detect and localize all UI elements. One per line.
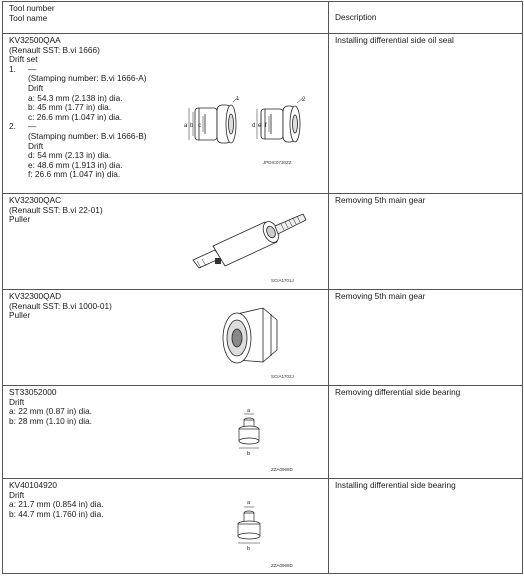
dimension-a: a: 22 mm (0.87 in) dia. (9, 406, 93, 417)
tool-number: ST33052000 (9, 387, 57, 397)
dimension-f: f: 26.6 mm (1.047 in) dia. (28, 169, 121, 180)
fig-label-e: e (258, 123, 262, 129)
fig-label-b: b (190, 123, 194, 129)
renault-sst: (Renault SST: B.vi 1000-01) (9, 300, 112, 311)
tool-number: KV32300QAC (9, 195, 62, 205)
dimension-c: c: 26.6 mm (1.047 in) dia. (28, 111, 123, 122)
sub-item-name: Drift (28, 82, 44, 93)
tool-number-header: Tool number (9, 3, 55, 13)
dimension-d: d: 54 mm (2.13 in) dia. (28, 150, 112, 161)
figure-code: ZZA0969D (271, 563, 293, 568)
description-cell: Removing 5th main gear (329, 194, 523, 290)
tool-cell (3, 479, 329, 574)
description-header: Description (329, 2, 523, 34)
description-cell: Installing differential side oil seal (329, 34, 523, 194)
callout-2: 2 (302, 97, 306, 103)
sub-item-index: 1. (9, 63, 16, 74)
tool-name: Puller (9, 214, 31, 225)
tool-name: Drift (9, 396, 25, 407)
tool-cell (3, 386, 329, 479)
tool-number: KV40104920 (9, 480, 57, 490)
stamping-number: (Stamping number: B.vi 1666-A) (28, 73, 147, 84)
tool-name: Drift (9, 489, 25, 500)
tool-number: KV32300QAD (9, 291, 62, 301)
table-row (3, 194, 523, 290)
callout-1: 1 (236, 96, 240, 102)
stamping-number: (Stamping number: B.vi 1666-B) (28, 130, 147, 141)
puller-illustration (185, 208, 315, 274)
table-row (3, 386, 523, 479)
tool-cell (3, 34, 329, 194)
description-cell: Installing differential side bearing (329, 479, 523, 574)
tool-name: Drift set (9, 54, 38, 65)
fig-label-d: d (252, 123, 256, 129)
table-row (3, 34, 523, 194)
dimension-b: b: 44.7 mm (1.760 in) dia. (9, 508, 104, 519)
sub-item-dash: — (28, 121, 37, 132)
drift-set-illustration (181, 96, 311, 152)
sub-item-dash: — (28, 63, 37, 74)
tool-cell (3, 194, 329, 290)
fig-label-a: a (184, 123, 188, 129)
tool-name-header: Tool name (9, 12, 48, 23)
puller-illustration (215, 298, 285, 374)
drift-illustration (231, 499, 267, 555)
table-header-row (3, 2, 523, 34)
tool-cell (3, 290, 329, 386)
figure-code: SCIA1701J (271, 278, 294, 283)
special-tools-table (2, 1, 523, 574)
description-cell: Removing 5th main gear (329, 290, 523, 386)
fig-label-a: a (247, 500, 251, 506)
fig-label-b: b (247, 546, 251, 552)
dimension-a: a: 21.7 mm (0.854 in) dia. (9, 499, 104, 510)
tool-header-cell (3, 2, 329, 34)
figure-code: SCIA1702J (271, 374, 294, 379)
dimension-a: a: 54.3 mm (2.138 in) dia. (28, 92, 123, 103)
description-cell: Removing differential side bearing (329, 386, 523, 479)
fig-label-f: f (265, 123, 267, 129)
tool-number: KV32500QAA (9, 35, 61, 45)
table-row (3, 479, 523, 574)
sub-item-name: Drift (28, 140, 44, 151)
sub-item-index: 2. (9, 121, 16, 132)
tool-name: Puller (9, 310, 31, 321)
dimension-e: e: 48.6 mm (1.913 in) dia. (28, 159, 123, 170)
drift-illustration (231, 408, 267, 460)
figure-code: JPDIC0730ZZ (263, 160, 292, 165)
dimension-b: b: 28 mm (1.10 in) dia. (9, 415, 93, 426)
fig-label-b: b (247, 451, 251, 457)
renault-sst: (Renault SST: B.vi 1666) (9, 44, 100, 55)
figure-code: ZZA0969D (271, 467, 293, 472)
fig-label-c: c (198, 123, 201, 129)
renault-sst: (Renault SST: B.vi 22-01) (9, 204, 103, 215)
table-row (3, 290, 523, 386)
fig-label-a: a (247, 408, 251, 414)
dimension-b: b: 45 mm (1.77 in) dia. (28, 102, 112, 113)
